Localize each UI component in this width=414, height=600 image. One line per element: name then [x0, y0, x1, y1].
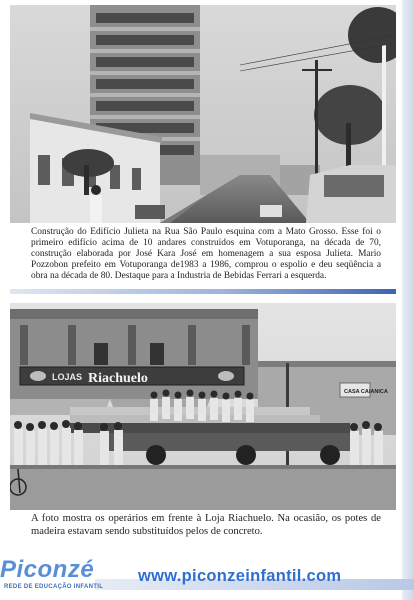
store-sign-name: Riachuelo: [88, 371, 148, 386]
photo-edificio-julieta-image: [10, 5, 396, 223]
page-right-edge: [402, 0, 414, 600]
brand-subtitle: REDE DE EDUCAÇÃO INFANTIL: [4, 584, 104, 590]
store-sign-prefix: LOJAS: [52, 372, 83, 382]
photo-edificio-julieta: [10, 5, 396, 223]
caption-edificio-julieta: Construção do Edifício Julieta na Rua São Paulo esquina com a Mato Grosso. Esse foi o primeiro edifício acima de 10 andares construídos em Votuporanga, na década de 70, construção elaborada por José Kara José em homenagem a sua esposa Julieta. Mario Pozzobon prefeito em Votuporanga de1983 a 1986, comprou o espolio e deu seqüência a obra na década de 80. Destaque para a Industria de Bebidas Ferrari a esquerda.: [31, 227, 381, 281]
page-footer: [0, 557, 414, 600]
photo-loja-riachuelo: [10, 303, 396, 510]
side-shop-sign: CASA CAIANICA: [344, 389, 388, 395]
page-left-margin: [0, 0, 10, 600]
caption-loja-riachuelo: A foto mostra os operários em frente à Loja Riachuelo. Na ocasião, os potes de madeira estavam sendo substituídos pelos de concreto.: [31, 513, 381, 537]
brand-logo-text: Piconzé: [0, 556, 95, 583]
photo-loja-riachuelo-image: [10, 303, 396, 510]
section-divider-band: [10, 289, 396, 294]
website-link[interactable]: www.piconzeinfantil.com: [138, 567, 342, 585]
